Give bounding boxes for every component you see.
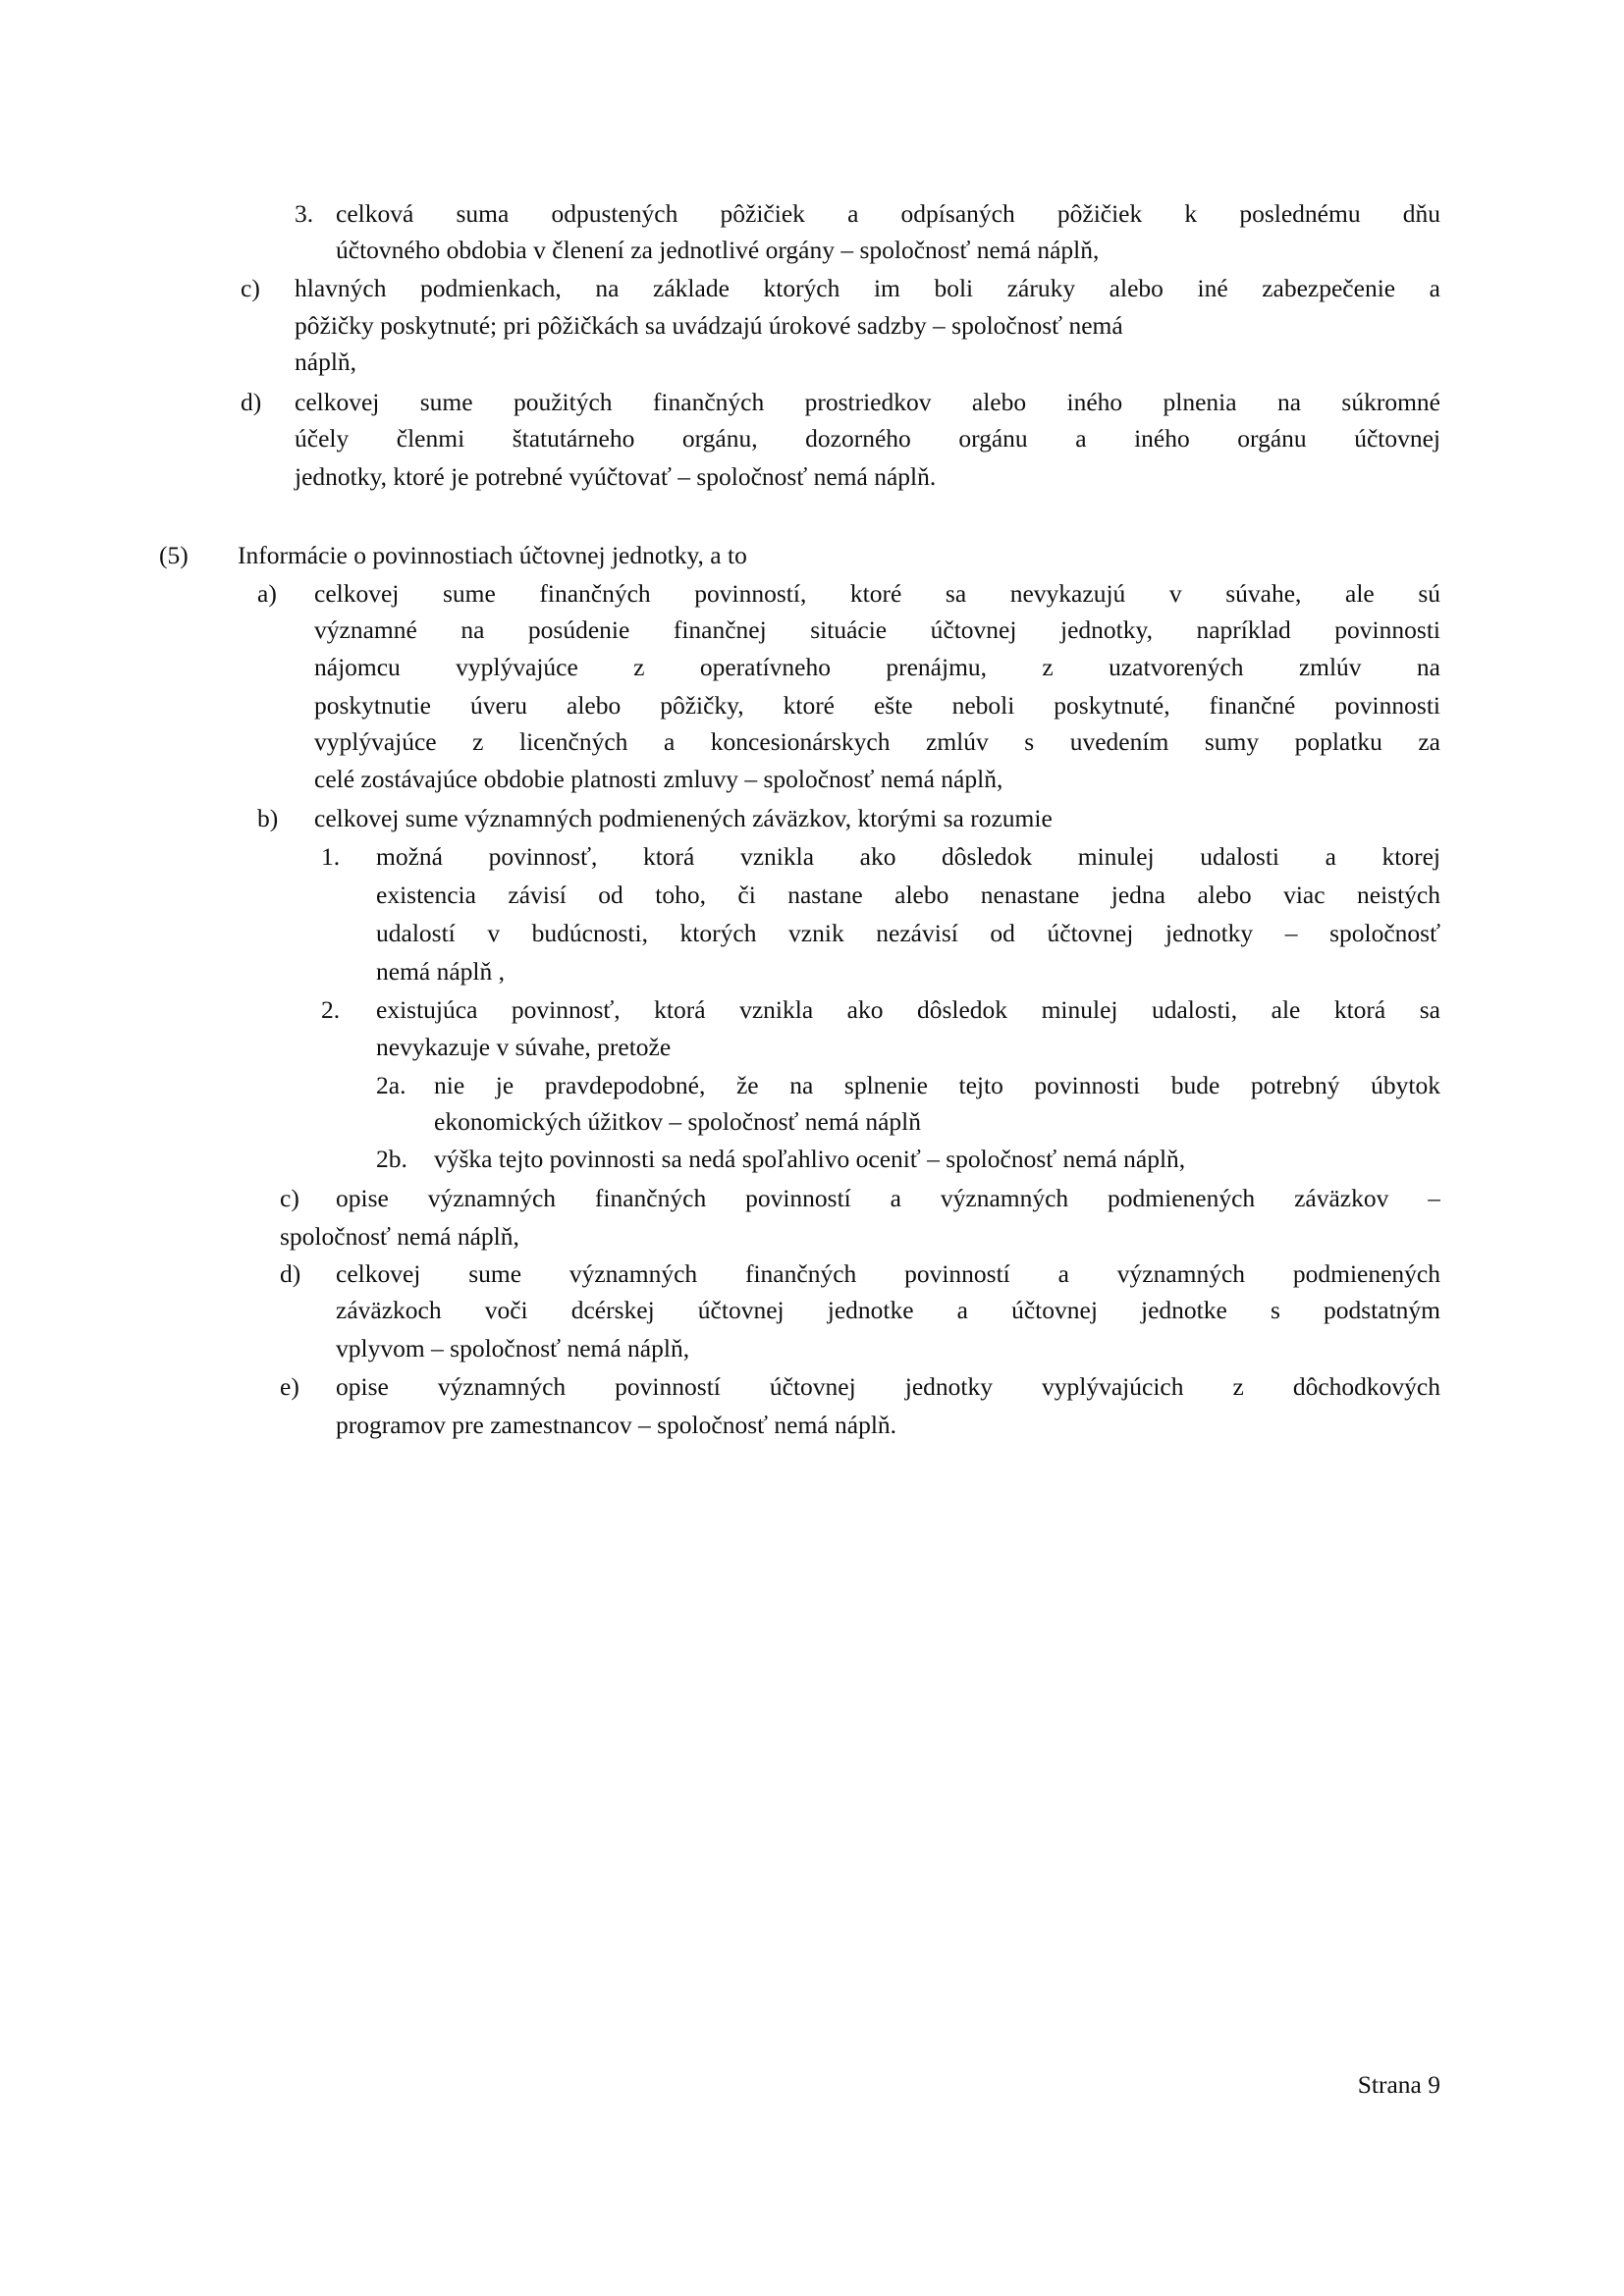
list-marker: (5) — [159, 541, 189, 569]
list-marker: d) — [280, 1259, 301, 1288]
list-marker: 2. — [321, 995, 341, 1024]
text-line: náplň, — [295, 347, 357, 376]
text-line: poskytnutie úveru alebo pôžičky, ktoré ešte neboli poskytnuté, finančné povinnosti — [314, 691, 1440, 720]
text-line: vplyvom – spoločnosť nemá náplň, — [336, 1334, 690, 1362]
text-line: opise významných povinností účtovnej jednotky vyplývajúcich z dôchodkových — [336, 1372, 1440, 1401]
text-line: hlavných podmienkach, na základe ktorých im boli záruky alebo iné zabezpečenie a — [295, 274, 1440, 302]
list-marker: c) — [241, 274, 260, 302]
text-line: účtovného obdobia v členení za jednotlivé orgány – spoločnosť nemá náplň, — [336, 236, 1100, 264]
text-line: celkovej sume významných finančných povinností a významných podmienených — [336, 1259, 1440, 1288]
text-line: celkovej sume použitých finančných prostriedkov alebo iného plnenia na súkromné — [295, 388, 1440, 416]
text-line: udalostí v budúcnosti, ktorých vznik nezávisí od účtovnej jednotky – spoločnosť — [376, 919, 1440, 947]
text-line: významné na posúdenie finančnej situácie účtovnej jednotky, napríklad povinnosti — [314, 615, 1440, 644]
text-line: existujúca povinnosť, ktorá vznikla ako dôsledok minulej udalosti, ale ktorá sa — [376, 995, 1440, 1024]
text-line: možná povinnosť, ktorá vznikla ako dôsledok minulej udalosti a ktorej — [376, 842, 1440, 871]
list-marker: 2a. — [376, 1071, 406, 1099]
text-line: vyplývajúce z licenčných a koncesionárskych zmlúv s uvedením sumy poplatku za — [314, 727, 1440, 756]
text-line: programov pre zamestnancov – spoločnosť nemá náplň. — [336, 1411, 897, 1439]
list-marker: c) — [280, 1184, 299, 1212]
text-line: celkovej sume významných podmienených záväzkov, ktorými sa rozumie — [314, 804, 1053, 832]
text-line: spoločnosť nemá náplň, — [280, 1222, 519, 1251]
list-marker: 3. — [295, 199, 314, 228]
text-line: nemá náplň , — [376, 957, 505, 986]
text-line: celkovej sume finančných povinností, ktoré sa nevykazujú v súvahe, ale sú — [314, 579, 1440, 608]
list-marker: d) — [241, 388, 262, 416]
text-line: účely členmi štatutárneho orgánu, dozorného orgánu a iného orgánu účtovnej — [295, 424, 1440, 453]
list-marker: 2b. — [376, 1145, 407, 1173]
text-line: nájomcu vyplývajúce z operatívneho prenájmu, z uzatvorených zmlúv na — [314, 653, 1440, 681]
list-marker: e) — [280, 1372, 299, 1401]
page-number: Strana 9 — [1357, 2070, 1440, 2099]
text-line: nie je pravdepodobné, že na splnenie tejto povinnosti bude potrebný úbytok — [434, 1071, 1440, 1099]
text-line: opise významných finančných povinností a významných podmienených záväzkov – — [336, 1184, 1440, 1212]
text-line: celé zostávajúce obdobie platnosti zmluvy – spoločnosť nemá náplň, — [314, 765, 1003, 793]
text-line: ekonomických úžitkov – spoločnosť nemá náplň — [434, 1107, 922, 1136]
text-line: jednotky, ktoré je potrebné vyúčtovať – spoločnosť nemá náplň. — [295, 462, 937, 491]
text-line: pôžičky poskytnuté; pri pôžičkách sa uvádzajú úrokové sadzby – spoločnosť nemá — [295, 311, 1123, 340]
list-marker: 1. — [321, 842, 341, 871]
list-marker: b) — [257, 804, 279, 832]
text-line: výška tejto povinnosti sa nedá spoľahlivo oceniť – spoločnosť nemá náplň, — [434, 1145, 1186, 1173]
text-line: Informácie o povinnostiach účtovnej jednotky, a to — [238, 541, 747, 569]
text-line: existencia závisí od toho, či nastane alebo nenastane jedna alebo viac neistých — [376, 881, 1440, 909]
list-marker: a) — [257, 579, 277, 608]
text-line: záväzkoch voči dcérskej účtovnej jednotke a účtovnej jednotke s podstatným — [336, 1296, 1440, 1324]
text-line: nevykazuje v súvahe, pretože — [376, 1033, 672, 1061]
text-line: celková suma odpustených pôžičiek a odpísaných pôžičiek k poslednému dňu — [336, 199, 1440, 228]
